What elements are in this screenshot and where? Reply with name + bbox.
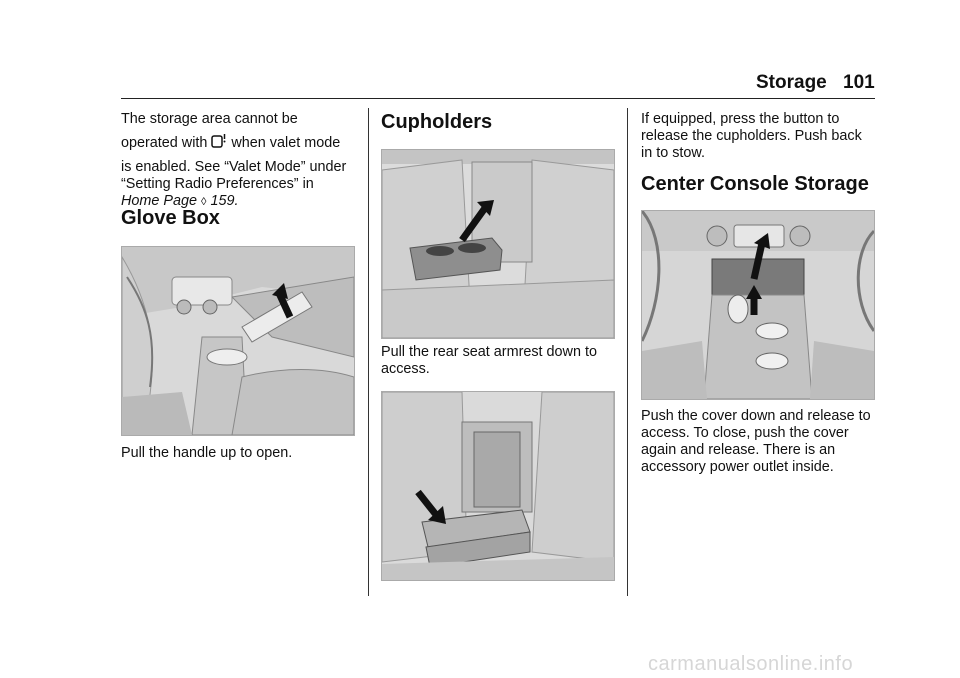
armrest-caption	[381, 344, 597, 378]
xref-label: Home Page	[121, 193, 197, 209]
armrest-caption-line1: Pull the rear seat armrest down to	[381, 344, 597, 360]
console-text-line3: again and release. There is an	[641, 442, 836, 458]
center-console-heading: Center Console Storage	[641, 173, 869, 195]
valet-note-line1: The storage area cannot be	[121, 111, 298, 127]
armrest-caption-line2: access.	[381, 361, 430, 377]
xref-arrow-icon: ◊	[201, 196, 207, 208]
column-divider-right	[627, 108, 628, 596]
glove-box-illustration	[121, 246, 355, 436]
section-title: Storage	[756, 72, 827, 93]
console-text-line4: accessory power outlet inside.	[641, 459, 834, 475]
watermark: carmanualsonline.info	[648, 653, 854, 675]
cupholder-text-line2: release the cupholders. Push back	[641, 128, 862, 144]
xref-page[interactable]: 159.	[210, 193, 239, 209]
cupholder-text-line3: in to stow.	[641, 145, 705, 161]
page-number: 101	[843, 72, 875, 93]
valet-mode-icon	[211, 133, 227, 154]
console-text-line1: Push the cover down and release to	[641, 408, 871, 424]
valet-note-text-a: operated with	[121, 135, 208, 151]
valet-note-line3: is enabled. See “Valet Mode” under	[121, 159, 347, 175]
valet-note-line4: “Setting Radio Preferences” in	[121, 176, 314, 192]
cupholder-text-line1: If equipped, press the button to	[641, 111, 840, 127]
valet-note-line2	[121, 133, 361, 154]
glove-box-heading: Glove Box	[121, 207, 220, 229]
console-text-line2: access. To close, push the cover	[641, 425, 849, 441]
console-instructions	[641, 408, 871, 476]
rear-armrest-down-illustration	[381, 391, 615, 581]
center-console-illustration	[641, 210, 875, 400]
column-divider-left	[368, 108, 369, 596]
cupholder-release-text	[641, 111, 862, 162]
cupholders-heading: Cupholders	[381, 111, 493, 133]
rear-armrest-cupholder-illustration	[381, 149, 615, 339]
valet-note-text-b: when valet mode	[231, 135, 341, 151]
glove-box-caption: Pull the handle up to open.	[121, 445, 293, 461]
header-divider	[121, 98, 875, 99]
valet-note	[121, 111, 361, 211]
